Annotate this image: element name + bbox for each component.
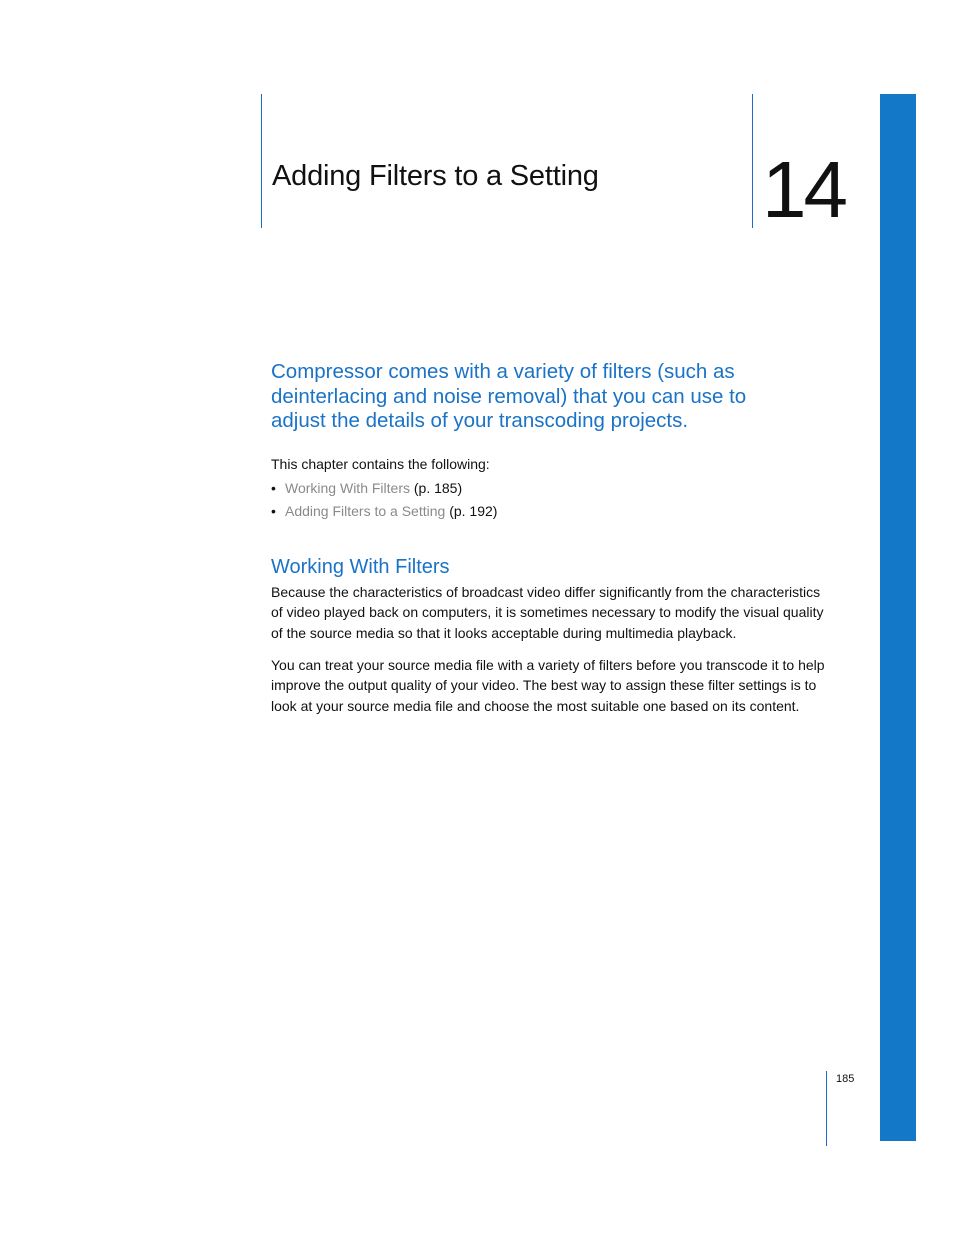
body-paragraph: You can treat your source media file with a variety of filters before you transcode it to help improve the output quality of your video. The best way to assign these filter settings is to look at your source media file and choose the most suitable one based on its content. (271, 657, 825, 714)
toc-item-working-with-filters (271, 480, 462, 496)
toc-page-ref: (p. 192) (449, 503, 498, 519)
section-heading: Working With Filters (271, 556, 450, 578)
page-number: 185 (836, 1073, 855, 1085)
chapter-number: 14 (762, 145, 845, 234)
toc-item-adding-filters (271, 503, 497, 519)
toc-link-working-with-filters[interactable]: Working With Filters (285, 480, 410, 496)
title-rule-right (752, 94, 753, 228)
footer-rule (826, 1071, 827, 1146)
body-paragraph: Because the characteristics of broadcast video differ significantly from the characteristics of video played back on computers, it is sometimes necessary to modify the visual quality of the source media so that it looks acceptable during multimedia playback. (271, 584, 824, 641)
chapter-intro: Compressor comes with a variety of filters (such as deinterlacing and noise removal) that you can use to adjust the details of your transcoding projects. (271, 360, 747, 432)
title-rule-left (261, 94, 262, 228)
bullet: • (271, 503, 276, 519)
toc-page-ref: (p. 185) (413, 480, 463, 496)
toc-link-adding-filters[interactable]: Adding Filters to a Setting (285, 503, 446, 519)
chapter-side-tab (880, 94, 916, 1141)
bullet: • (271, 480, 276, 496)
chapter-title: Adding Filters to a Setting (272, 160, 599, 192)
contents-lead: This chapter contains the following: (271, 456, 490, 472)
